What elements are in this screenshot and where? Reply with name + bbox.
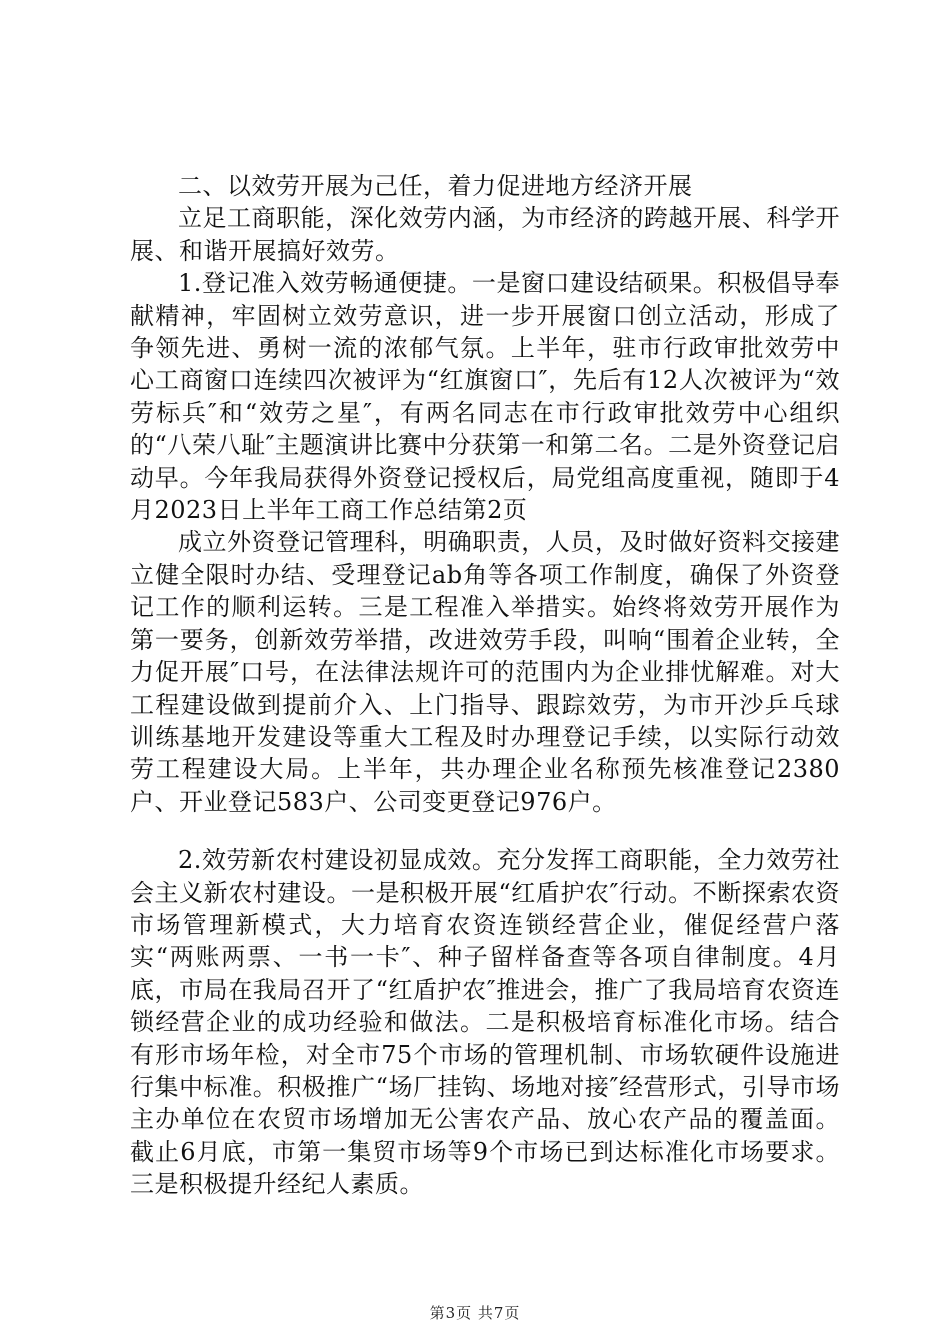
paragraph-spacer <box>130 818 840 844</box>
paragraph: 1.登记准入效劳畅通便捷。一是窗口建设结硕果。积极倡导奉献精神，牢固树立效劳意识，进一步开展窗口创立活动，形成了争领先进、勇树一流的浓郁气氛。上半年，驻市行政审批效劳中心工商窗口连续四次被评为“红旗窗口″，先后有12人次被评为“效劳标兵″和“效劳之星″，有两名同志在市行政审批效劳中心组织的“八荣八耻″主题演讲比赛中分获第一和第二名。二是外资登记启动早。今年我局获得外资登记授权后，局党组高度重视，随即于4月2023日上半年工商工作总结第2页 <box>130 269 840 525</box>
page-footer: 第3页 共7页 <box>429 1304 521 1322</box>
section-heading: 二、以效劳开展为己任，着力促进地方经济开展 <box>178 172 693 200</box>
document-body <box>130 170 840 1201</box>
paragraph: 2.效劳新农村建设初显成效。充分发挥工商职能，全力效劳社会主义新农村建设。一是积极开展“红盾护农″行动。不断探索农资市场管理新模式，大力培育农资连锁经营企业，催促经营户落实“两账两票、一书一卡″、种子留样备查等各项自律制度。4月底，市局在我局召开了“红盾护农″推进会，推广了我局培育农资连锁经营企业的成功经验和做法。二是积极培育标准化市场。结合有形市场年检，对全市75个市场的管理机制、市场软硬件设施进行集中标准。积极推广“场厂挂钩、场地对接″经营形式，引导市场主办单位在农贸市场增加无公害农产品、放心农产品的覆盖面。截止6月底，市第一集贸市场等9个市场已到达标准化市场要求。三是积极提升经纪人素质。 <box>130 846 840 1199</box>
paragraph: 成立外资登记管理科，明确职责，人员，及时做好资料交接建立健全限时办结、受理登记ab角等各项工作制度，确保了外资登记工作的顺利运转。三是工程准入举措实。始终将效劳开展作为第一要务，创新效劳举措，改进效劳手段，叫响“围着企业转，全力促开展″口号，在法律法规许可的范围内为企业排忧解难。对大工程建设做到提前介入、上门指导、跟踪效劳，为市开沙乒乓球训练基地开发建设等重大工程及时办理登记手续，以实际行动效劳工程建设大局。上半年，共办理企业名称预先核准登记2380户、开业登记583户、公司变更登记976户。 <box>130 528 840 816</box>
paragraph: 立足工商职能，深化效劳内涵，为市经济的跨越开展、科学开展、和谐开展搞好效劳。 <box>130 204 840 265</box>
